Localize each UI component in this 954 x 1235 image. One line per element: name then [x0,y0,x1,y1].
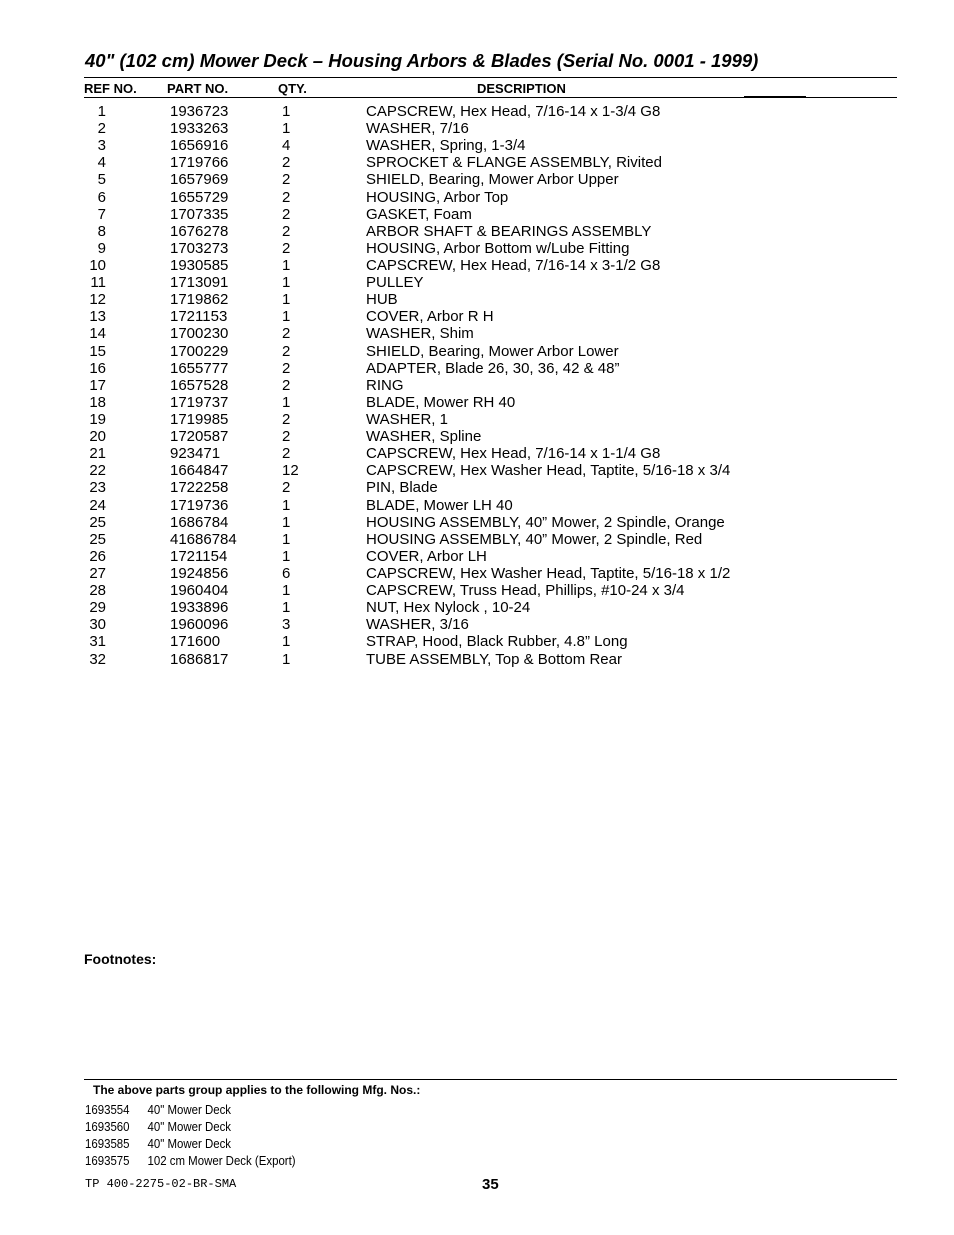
table-row [0,343,954,360]
table-row [0,565,954,582]
qty-cell: 1 [282,496,291,514]
description-cell: GASKET, Foam [366,205,472,223]
ref-no-cell: 31 [89,633,106,651]
ref-no-cell: 20 [89,428,106,446]
part-no-cell: 1700230 [170,325,229,343]
ref-no-cell: 7 [97,205,106,223]
description-cell: HOUSING ASSEMBLY, 40” Mower, 2 Spindle, Orange [366,513,725,531]
ref-no-cell: 25 [89,513,106,531]
description-cell: CAPSCREW, Hex Head, 7/16-14 x 3-1/2 G8 [366,256,661,274]
part-no-cell: 1960096 [170,616,229,634]
part-no-cell: 1721153 [170,308,228,326]
mfg-description: 40" Mower Deck [147,1136,232,1151]
description-cell: SHIELD, Bearing, Mower Arbor Upper [366,171,619,189]
qty-cell: 1 [282,513,291,531]
ref-no-cell: 23 [89,479,106,497]
ref-no-cell: 29 [89,599,106,617]
part-no-cell: 1924856 [170,564,229,582]
part-no-cell: 1936723 [170,103,229,120]
ref-no-cell: 1 [97,103,106,120]
description-cell: HOUSING, Arbor Bottom w/Lube Fitting [366,239,630,257]
header-rule [84,97,897,98]
qty-cell: 12 [282,462,299,480]
ref-no-cell: 22 [89,462,106,480]
ref-no-cell: 10 [89,256,106,274]
ref-no-cell: 5 [97,171,106,189]
mfg-number: 1693585 [85,1136,130,1151]
qty-cell: 2 [282,410,291,428]
part-no-cell: 1713091 [170,274,229,292]
qty-cell: 3 [282,616,291,634]
description-cell: HOUSING ASSEMBLY, 40” Mower, 2 Spindle, Red [366,530,703,548]
part-no-cell: 1657969 [170,171,229,189]
table-row [0,531,954,548]
header-rule-accent [744,96,806,97]
part-no-cell: 1719766 [170,154,229,172]
table-row [0,445,954,462]
table-row [0,257,954,274]
ref-no-cell: 4 [97,154,106,172]
table-row [0,103,954,120]
ref-no-cell: 11 [90,274,106,292]
qty-cell: 2 [282,376,291,394]
table-row [0,223,954,240]
part-no-cell: 1664847 [170,462,229,480]
qty-cell: 2 [282,222,291,240]
part-no-cell: 1933896 [170,599,229,617]
description-cell: COVER, Arbor R H [366,308,494,326]
mfg-description: 102 cm Mower Deck (Export) [147,1153,296,1168]
ref-no-cell: 15 [89,342,106,360]
qty-cell: 2 [282,359,291,377]
header-description: DESCRIPTION [477,81,566,96]
document-id: TP 400-2275-02-BR-SMA [85,1177,237,1191]
description-cell: RING [366,376,404,394]
part-no-cell: 1719736 [170,496,229,514]
qty-cell: 2 [282,239,291,257]
table-row [0,291,954,308]
qty-cell: 1 [282,650,291,668]
part-no-cell: 1656916 [170,137,229,155]
ref-no-cell: 25 [89,530,106,548]
part-no-cell: 1707335 [170,205,229,223]
table-row [0,171,954,188]
header-ref-no: REF NO. [84,81,137,96]
part-no-cell: 1930585 [170,256,229,274]
description-cell: BLADE, Mower RH 40 [366,393,516,411]
table-row [0,479,954,496]
description-cell: SPROCKET & FLANGE ASSEMBLY, Rivited [366,154,662,172]
ref-no-cell: 2 [97,120,106,138]
table-row [0,599,954,616]
description-cell: BLADE, Mower LH 40 [366,496,513,514]
qty-cell: 2 [282,188,291,206]
description-cell: PIN, Blade [366,479,438,497]
description-cell: NUT, Hex Nylock , 10-24 [366,599,531,617]
table-row [0,377,954,394]
description-cell: CAPSCREW, Hex Washer Head, Taptite, 5/16-18 x 3/4 [366,462,731,480]
table-row [0,411,954,428]
qty-cell: 1 [282,530,291,548]
part-no-cell: 1657528 [170,376,229,394]
description-cell: CAPSCREW, Hex Washer Head, Taptite, 5/16-18 x 1/2 [366,564,731,582]
mfg-number: 1693560 [85,1119,130,1134]
qty-cell: 1 [282,633,291,651]
description-cell: WASHER, 7/16 [366,120,469,138]
qty-cell: 2 [282,479,291,497]
description-cell: WASHER, 3/16 [366,616,469,634]
qty-cell: 1 [282,308,291,326]
ref-no-cell: 6 [97,188,106,206]
ref-no-cell: 28 [89,582,106,600]
part-no-cell: 1700229 [170,342,229,360]
ref-no-cell: 24 [89,496,106,514]
qty-cell: 4 [282,137,291,155]
qty-cell: 1 [282,256,291,274]
parts-table [0,103,954,668]
description-cell: ARBOR SHAFT & BEARINGS ASSEMBLY [366,222,652,240]
table-row [0,120,954,137]
part-no-cell: 41686784 [170,530,237,548]
qty-cell: 2 [282,428,291,446]
part-no-cell: 1719985 [170,410,229,428]
qty-cell: 1 [282,547,291,565]
table-row [0,462,954,479]
table-row [0,633,954,650]
mfg-number: 1693554 [85,1102,130,1117]
ref-no-cell: 32 [89,650,106,668]
qty-cell: 1 [282,274,291,292]
table-row [0,240,954,257]
description-cell: WASHER, 1 [366,410,448,428]
part-no-cell: 1721154 [170,547,228,565]
qty-cell: 1 [282,582,291,600]
part-no-cell: 1719737 [170,393,229,411]
part-no-cell: 1686817 [170,650,229,668]
ref-no-cell: 13 [89,308,106,326]
description-cell: HOUSING, Arbor Top [366,188,509,206]
table-row [0,616,954,633]
table-row [0,651,954,668]
qty-cell: 1 [282,599,291,617]
ref-no-cell: 8 [97,222,106,240]
table-row [0,548,954,565]
title-rule [84,77,897,78]
qty-cell: 2 [282,154,291,172]
ref-no-cell: 9 [97,239,106,257]
ref-no-cell: 18 [89,393,106,411]
table-row [0,206,954,223]
part-no-cell: 1655777 [170,359,229,377]
description-cell: COVER, Arbor LH [366,547,487,565]
description-cell: WASHER, Shim [366,325,474,343]
description-cell: PULLEY [366,274,424,292]
description-cell: ADAPTER, Blade 26, 30, 36, 42 & 48” [366,359,620,377]
ref-no-cell: 17 [89,376,106,394]
ref-no-cell: 14 [89,325,106,343]
table-row [0,582,954,599]
mfg-description: 40" Mower Deck [147,1119,232,1134]
mfg-description: 40" Mower Deck [147,1102,232,1117]
ref-no-cell: 19 [89,410,106,428]
part-no-cell: 1722258 [170,479,229,497]
footer-rule [84,1079,897,1080]
part-no-cell: 1676278 [170,222,229,240]
table-row [0,514,954,531]
header-qty: QTY. [278,81,307,96]
qty-cell: 6 [282,564,291,582]
part-no-cell: 1655729 [170,188,229,206]
table-row [0,274,954,291]
ref-no-cell: 3 [97,137,106,155]
qty-cell: 2 [282,342,291,360]
qty-cell: 1 [282,291,291,309]
part-no-cell: 923471 [170,445,221,463]
description-cell: CAPSCREW, Truss Head, Phillips, #10-24 x 3/4 [366,582,685,600]
part-no-cell: 1703273 [170,239,229,257]
description-cell: WASHER, Spline [366,428,482,446]
ref-no-cell: 12 [89,291,106,309]
footnotes-label: Footnotes: [84,951,157,967]
table-row [0,428,954,445]
qty-cell: 2 [282,325,291,343]
table-row [0,497,954,514]
qty-cell: 2 [282,445,291,463]
mfg-number: 1693575 [85,1153,130,1168]
ref-no-cell: 30 [89,616,106,634]
description-cell: HUB [366,291,398,309]
page-title: 40" (102 cm) Mower Deck – Housing Arbors & Blades (Serial No. 0001 - 1999) [85,50,759,71]
table-row [0,325,954,342]
ref-no-cell: 16 [89,359,106,377]
qty-cell: 1 [282,103,291,120]
part-no-cell: 1933263 [170,120,229,138]
part-no-cell: 1719862 [170,291,229,309]
description-cell: WASHER, Spring, 1-3/4 [366,137,526,155]
qty-cell: 2 [282,205,291,223]
qty-cell: 1 [282,393,291,411]
description-cell: SHIELD, Bearing, Mower Arbor Lower [366,342,619,360]
ref-no-cell: 21 [89,445,106,463]
part-no-cell: 171600 [170,633,221,651]
qty-cell: 1 [282,120,291,138]
applies-heading: The above parts group applies to the following Mfg. Nos.: [93,1083,421,1097]
qty-cell: 2 [282,171,291,189]
page-number: 35 [482,1176,499,1193]
table-row [0,154,954,171]
description-cell: CAPSCREW, Hex Head, 7/16-14 x 1-1/4 G8 [366,445,661,463]
header-part-no: PART NO. [167,81,229,96]
description-cell: STRAP, Hood, Black Rubber, 4.8” Long [366,633,628,651]
table-row [0,189,954,206]
part-no-cell: 1686784 [170,513,229,531]
table-row [0,308,954,325]
part-no-cell: 1720587 [170,428,229,446]
ref-no-cell: 27 [89,564,106,582]
ref-no-cell: 26 [89,547,106,565]
table-row [0,137,954,154]
description-cell: TUBE ASSEMBLY, Top & Bottom Rear [366,650,622,668]
description-cell: CAPSCREW, Hex Head, 7/16-14 x 1-3/4 G8 [366,103,661,120]
table-row [0,394,954,411]
table-row [0,360,954,377]
part-no-cell: 1960404 [170,582,229,600]
